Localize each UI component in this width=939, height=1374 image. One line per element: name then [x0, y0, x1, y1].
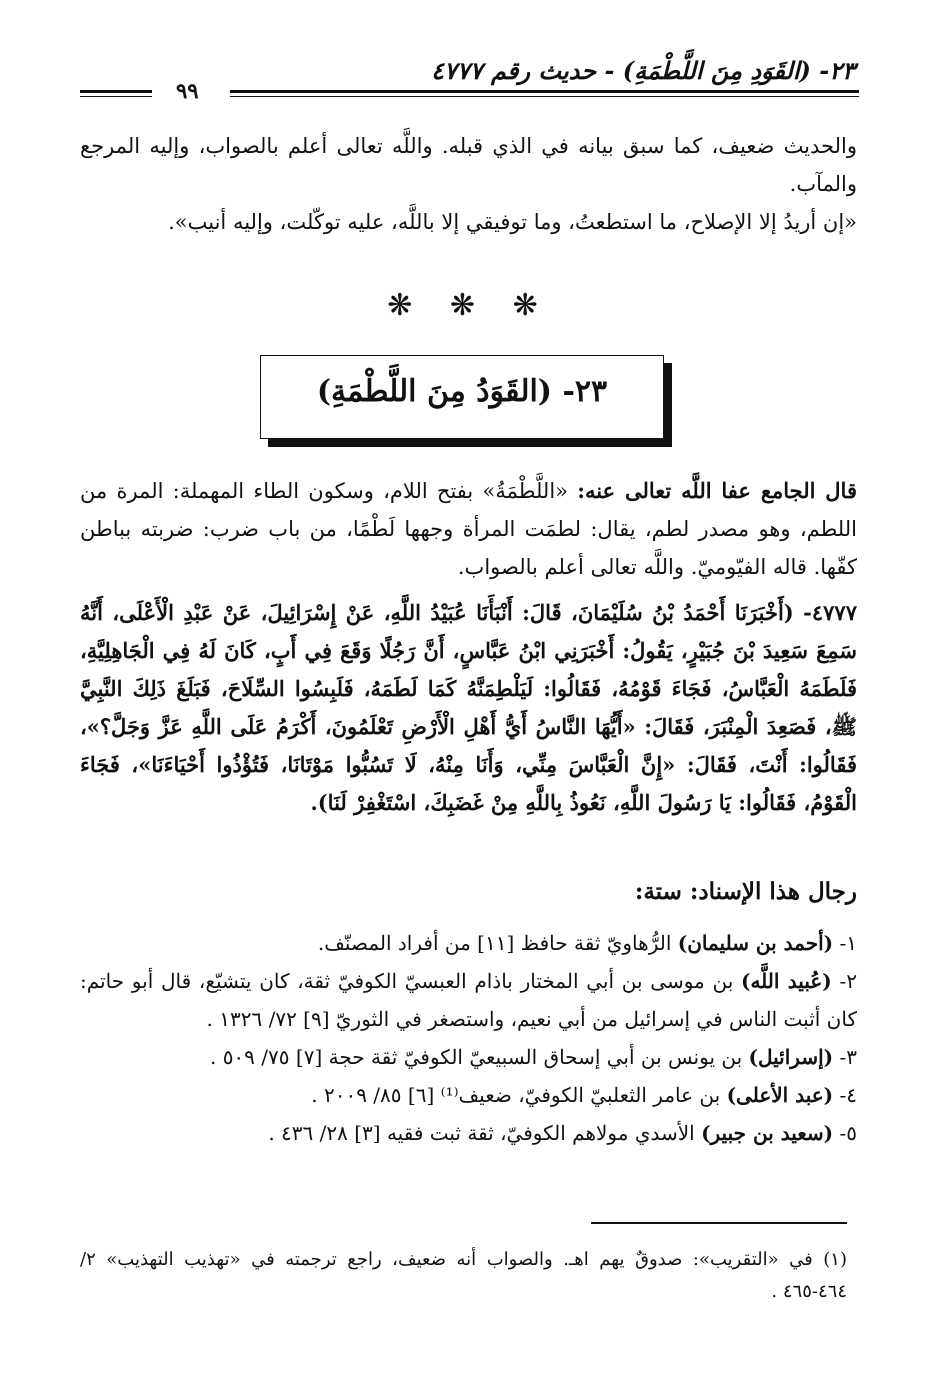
footnote-rule — [591, 1222, 847, 1224]
list-item — [80, 1076, 857, 1114]
narrator-details: الأسدي مولاهم الكوفيّ، ثقة ثبت فقيه [٣] ٢٨/ ٤٣٦ . — [268, 1121, 702, 1145]
narrator-details: بن عامر الثعلبيّ الكوفيّ، ضعيف⁽¹⁾ [٦] ٨٥/ ٢٠٠٩ . — [311, 1083, 727, 1107]
item-number: ٤- — [839, 1083, 857, 1107]
header-rule-thin — [230, 96, 859, 97]
chapter-title: ٢٣- (القَوَدُ مِنَ اللَّطْمَةِ) — [316, 374, 608, 409]
quran-quote-paragraph: «إن أريدُ إلا الإصلاح، ما استطعتُ، وما توفيقي إلا باللَّه، عليه توكّلت، وإليه أنيب». — [168, 210, 857, 234]
header-rule-left — [80, 90, 152, 93]
section-separator: ❋ ❋ ❋ — [387, 288, 552, 323]
footnote: (١) في «التقريب»: صدوقٌ يهم اهـ. والصواب أنه ضعيف، راجع ترجمته في «تهذيب التهذيب» ٢/ ٤٦٤-٤٦٥ . — [80, 1249, 847, 1302]
intro-paragraph: والحديث ضعيف، كما سبق بيانه في الذي قبله. واللَّه تعالى أعلم بالصواب، وإليه المرجع والمآب. — [80, 134, 857, 196]
narrator-name: (أحمد بن سليمان) — [677, 931, 834, 955]
hadith-text: ٤٧٧٧- (أَخْبَرَنَا أَحْمَدُ بْنُ سُلَيْمَانَ، قَالَ: أَنْبَأَنَا عُبَيْدُ اللَّهِ، عَنْ إِسْرَائِيلَ، عَنْ عَبْدِ الْأَعْلَى، أَنَّهُ سَمِعَ سَعِيدَ بْنَ جُبَيْرٍ، يَقُولُ: أَخْبَرَنِي ابْنُ عَبَّاسٍ، أَنَّ رَجُلًا وَقَعَ فِي أَبٍ، كَانَ لَهُ فِي الْجَاهِلِيَّةِ، فَلَطَمَهُ الْعَبَّاسُ، فَجَاءَ قَوْمُهُ، فَقَالُوا: لَيَلْطِمَنَّهُ كَمَا لَطَمَهُ، فَلَبِسُوا السِّلَاحَ، فَبَلَغَ ذَلِكَ النَّبِيَّ ﷺ، فَصَعِدَ الْمِنْبَرَ، فَقَالَ: «أَيُّهَا النَّاسُ أَيُّ أَهْلِ الْأَرْضِ تَعْلَمُونَ، أَكْرَمُ عَلَى اللَّهِ عَزَّ وَجَلَّ؟»، فَقَالُوا: أَنْتَ، فَقَالَ: «إِنَّ الْعَبَّاسَ مِنِّي، وَأَنَا مِنْهُ، لَا تَسُبُّوا مَوْتَانَا، فَتُؤْذُوا أَحْيَاءَنَا»، فَجَاءَ الْقَوْمُ، فَقَالُوا: يَا رَسُولَ اللَّهِ، نَعُوذُ بِاللَّهِ مِنْ غَضَبِكَ، اسْتَغْفِرْ لَنَا). — [80, 600, 857, 815]
hadith-paragraph — [80, 594, 857, 822]
list-item — [80, 1038, 857, 1076]
list-item — [80, 962, 857, 1038]
narrator-details: الرُّهاويّ ثقة حافظ [١١] من أفراد المصنّف. — [317, 931, 678, 955]
commentary-text: «اللَّطْمَةُ» بفتح اللام، وسكون الطاء المهملة: المرة من اللطم، وهو مصدر لطم، يقال: لطمَت المرأة وجهها لَطْمًا، من باب ضرب: ضربته بباطن كفّها. قاله الفيّوميّ. واللَّه تعالى أعلم بالصواب. — [80, 479, 857, 579]
narrator-name: (عبد الأعلى) — [726, 1083, 834, 1107]
page-number: ٩٩ — [176, 78, 199, 103]
item-number: ٣- — [839, 1045, 857, 1069]
item-number: ٢- — [839, 969, 858, 993]
narrator-name: (إسرائيل) — [748, 1045, 834, 1069]
commentary-paragraph — [80, 472, 857, 586]
list-item — [80, 924, 857, 962]
item-number: ٥- — [839, 1121, 857, 1145]
list-item — [80, 1114, 857, 1152]
commentary-lead: قال الجامع عفا اللَّه تعالى عنه: — [577, 478, 857, 503]
running-header-title: ٢٣- (القَوَدِ مِنَ اللَّطْمَةِ) - حديث رقم ٤٧٧٧ — [431, 56, 855, 85]
narrator-name: (سعيد بن جبير) — [701, 1121, 834, 1145]
narrator-details: بن يونس بن أبي إسحاق السبيعيّ الكوفيّ ثقة حجة [٧] ٧٥/ ٥٠٩ . — [209, 1045, 749, 1069]
narrator-details: بن موسى بن أبي المختار باذام العبسيّ الكوفيّ ثقة، كان يتشيّع، قال أبو حاتم: كان أثبت الناس في إسرائيل من أبي نعيم، واستصغر في الثوريّ [٩] ٧٢/ ١٣٢٦ . — [80, 969, 857, 1031]
chapter-title-box — [260, 355, 664, 439]
narrators-list — [80, 924, 857, 1152]
header-rule — [230, 90, 859, 93]
running-header — [80, 56, 859, 103]
narrator-name: (عُبيد اللَّه) — [741, 969, 832, 993]
rijal-heading: رجال هذا الإسناد: ستة: — [634, 878, 857, 905]
header-rule-left-thin — [80, 96, 152, 97]
item-number: ١- — [839, 931, 857, 955]
